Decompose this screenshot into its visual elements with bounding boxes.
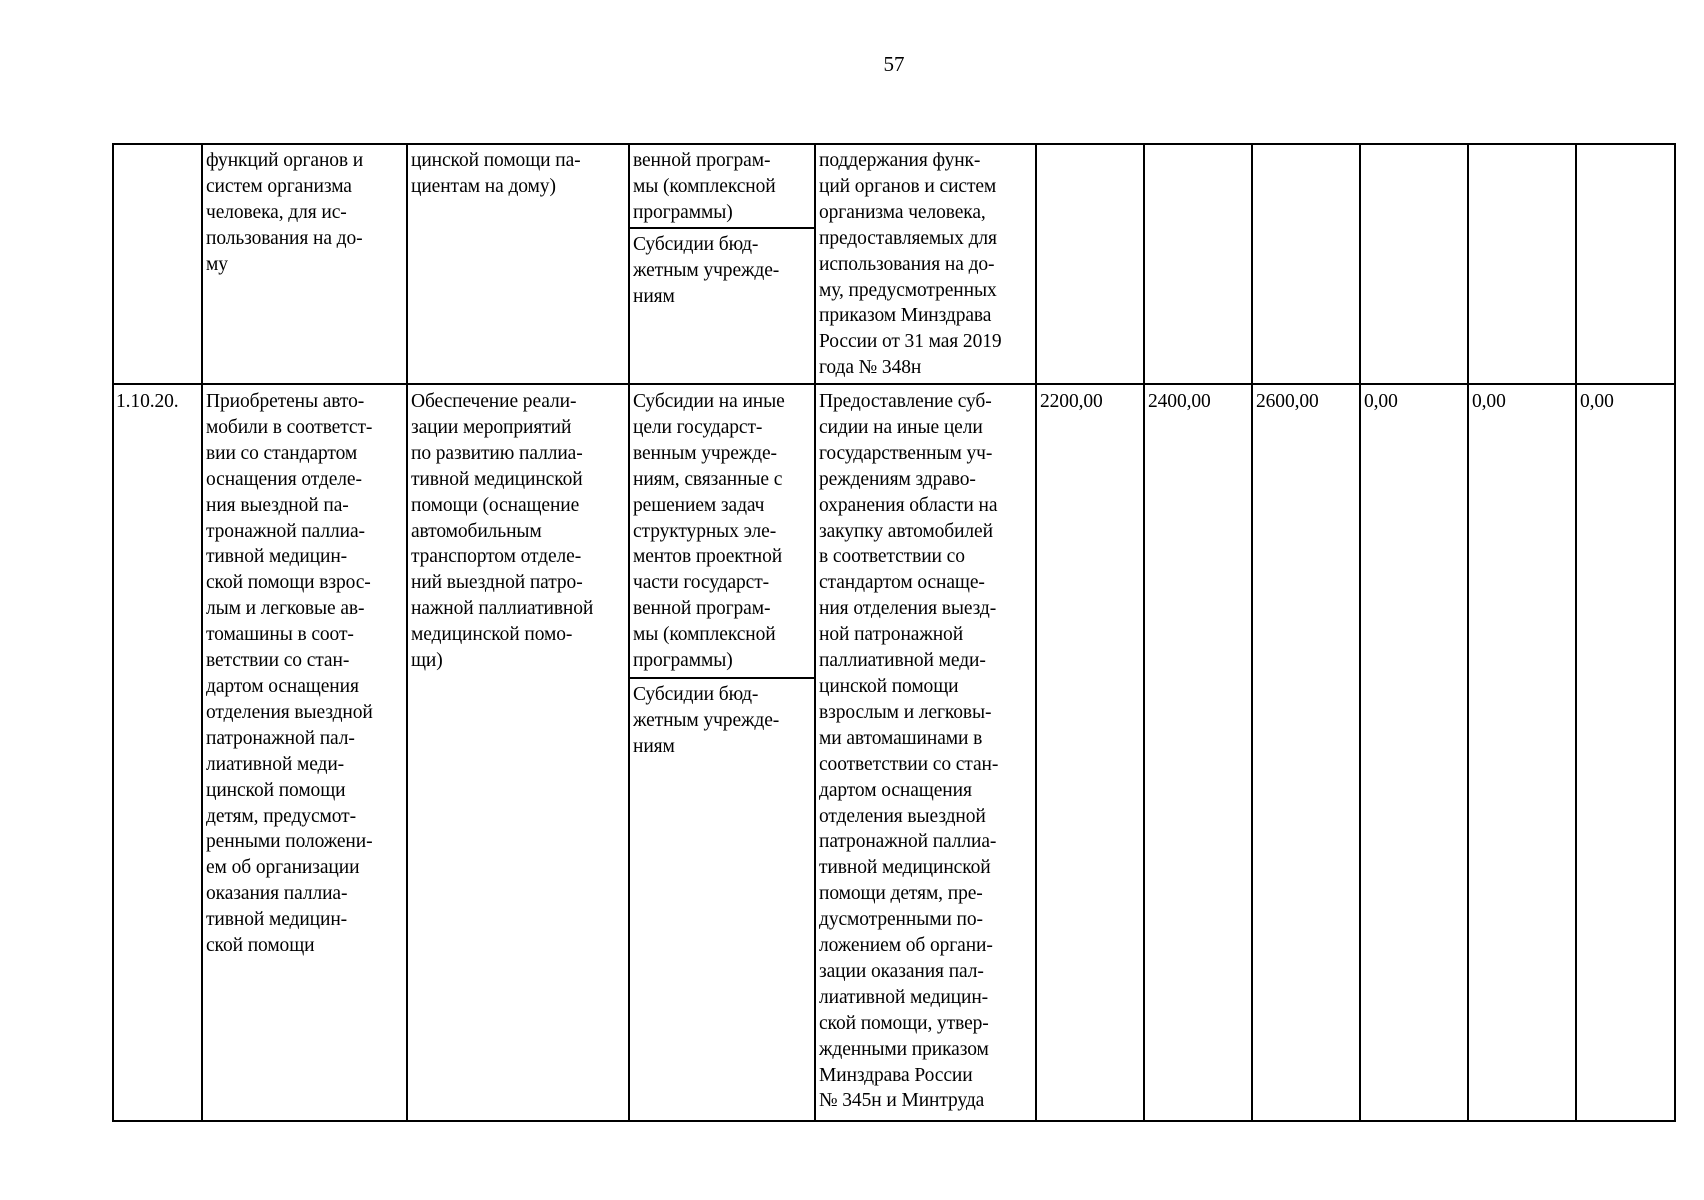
col-border (1251, 143, 1253, 1122)
cont-source-b-cell: Субсидии бюд- жетным учрежде- ниям (633, 234, 780, 307)
value-cell: 2400,00 (1148, 391, 1211, 412)
col-border (1674, 143, 1676, 1122)
row-description-cell: Предоставление суб- сидии на иные цели государственным уч- реждениям здраво- охранения области на закупку автомобилей в соответствии со стандартом оснаще- ния отделения выезд- ной патронажной паллиативной меди- цинской помощи взрослым и легковы- ми автомашинами в соответствии со стан- дартом оснащения отделения выездной патронажной паллиа- тивной медицинской помощи детям, пре- дусмотренными по- ложением об органи- зации оказания пал- лиативной медицин- ской помощи, утвер- жденными приказом Минздрава России № 345н и Минтруда (819, 391, 999, 1112)
cont-measure-cell: цинской помощи па- циентам на дому) (411, 150, 581, 197)
col-border (1035, 143, 1037, 1122)
col-border (814, 143, 816, 1122)
table-top-border (112, 143, 1676, 145)
col-border (112, 143, 114, 1122)
col-border (628, 143, 630, 1122)
value-cell: 2600,00 (1256, 391, 1319, 412)
program-table (112, 143, 1676, 1124)
subcell-separator (628, 227, 814, 229)
col-border (201, 143, 203, 1122)
col-border (1143, 143, 1145, 1122)
value-cell: 2200,00 (1040, 391, 1103, 412)
table-bottom-border (112, 1120, 1676, 1122)
row-source-b-cell: Субсидии бюд- жетным учрежде- ниям (633, 684, 780, 757)
cont-description-cell: поддержания функ- ций органов и систем организма человека, предоставляемых для использования на до- му, предусмотренных приказом Минздрава России от 31 мая 2019 года № 348н (819, 150, 1002, 379)
row-source-a-cell: Субсидии на иные цели государст- венным учрежде- ниям, связанные с решением задач структурных эле- ментов проектной части государст- венной програм- мы (комплексной программы) (633, 391, 785, 672)
value-cell: 0,00 (1364, 391, 1398, 412)
page-number: 57 (883, 52, 905, 76)
col-border (406, 143, 408, 1122)
cont-source-a-cell: венной програм- мы (комплексной программы) (633, 150, 776, 223)
col-border (1359, 143, 1361, 1122)
row-measure-cell: Обеспечение реали- зации мероприятий по развитию паллиа- тивной медицинской помощи (оснащение автомобильным транспортом отделе- ний выездной патро- нажной паллиативной медицинской помо- щи) (411, 391, 594, 672)
value-cell: 0,00 (1580, 391, 1614, 412)
subcell-separator (628, 677, 814, 679)
value-cell: 0,00 (1472, 391, 1506, 412)
col-border (1575, 143, 1577, 1122)
row-separator (112, 383, 1676, 385)
row-result-cell: Приобретены авто- мобили в соответст- вии со стандартом оснащения отделе- ния выездной па- тронажной паллиа- тивной медицин- ской помощи взрос- лым и легковые ав- томашины в соот- ветствии со стан- дартом оснащения отделения выездной патронажной пал- лиативной меди- цинской помощи детям, предусмот- ренными положени- ем об организации оказания паллиа- тивной медицин- ской помощи (206, 391, 373, 957)
cont-result-cell: функций органов и систем организма человека, для ис- пользования на до- му (206, 150, 364, 275)
col-border (1467, 143, 1469, 1122)
row-number: 1.10.20. (116, 391, 179, 412)
